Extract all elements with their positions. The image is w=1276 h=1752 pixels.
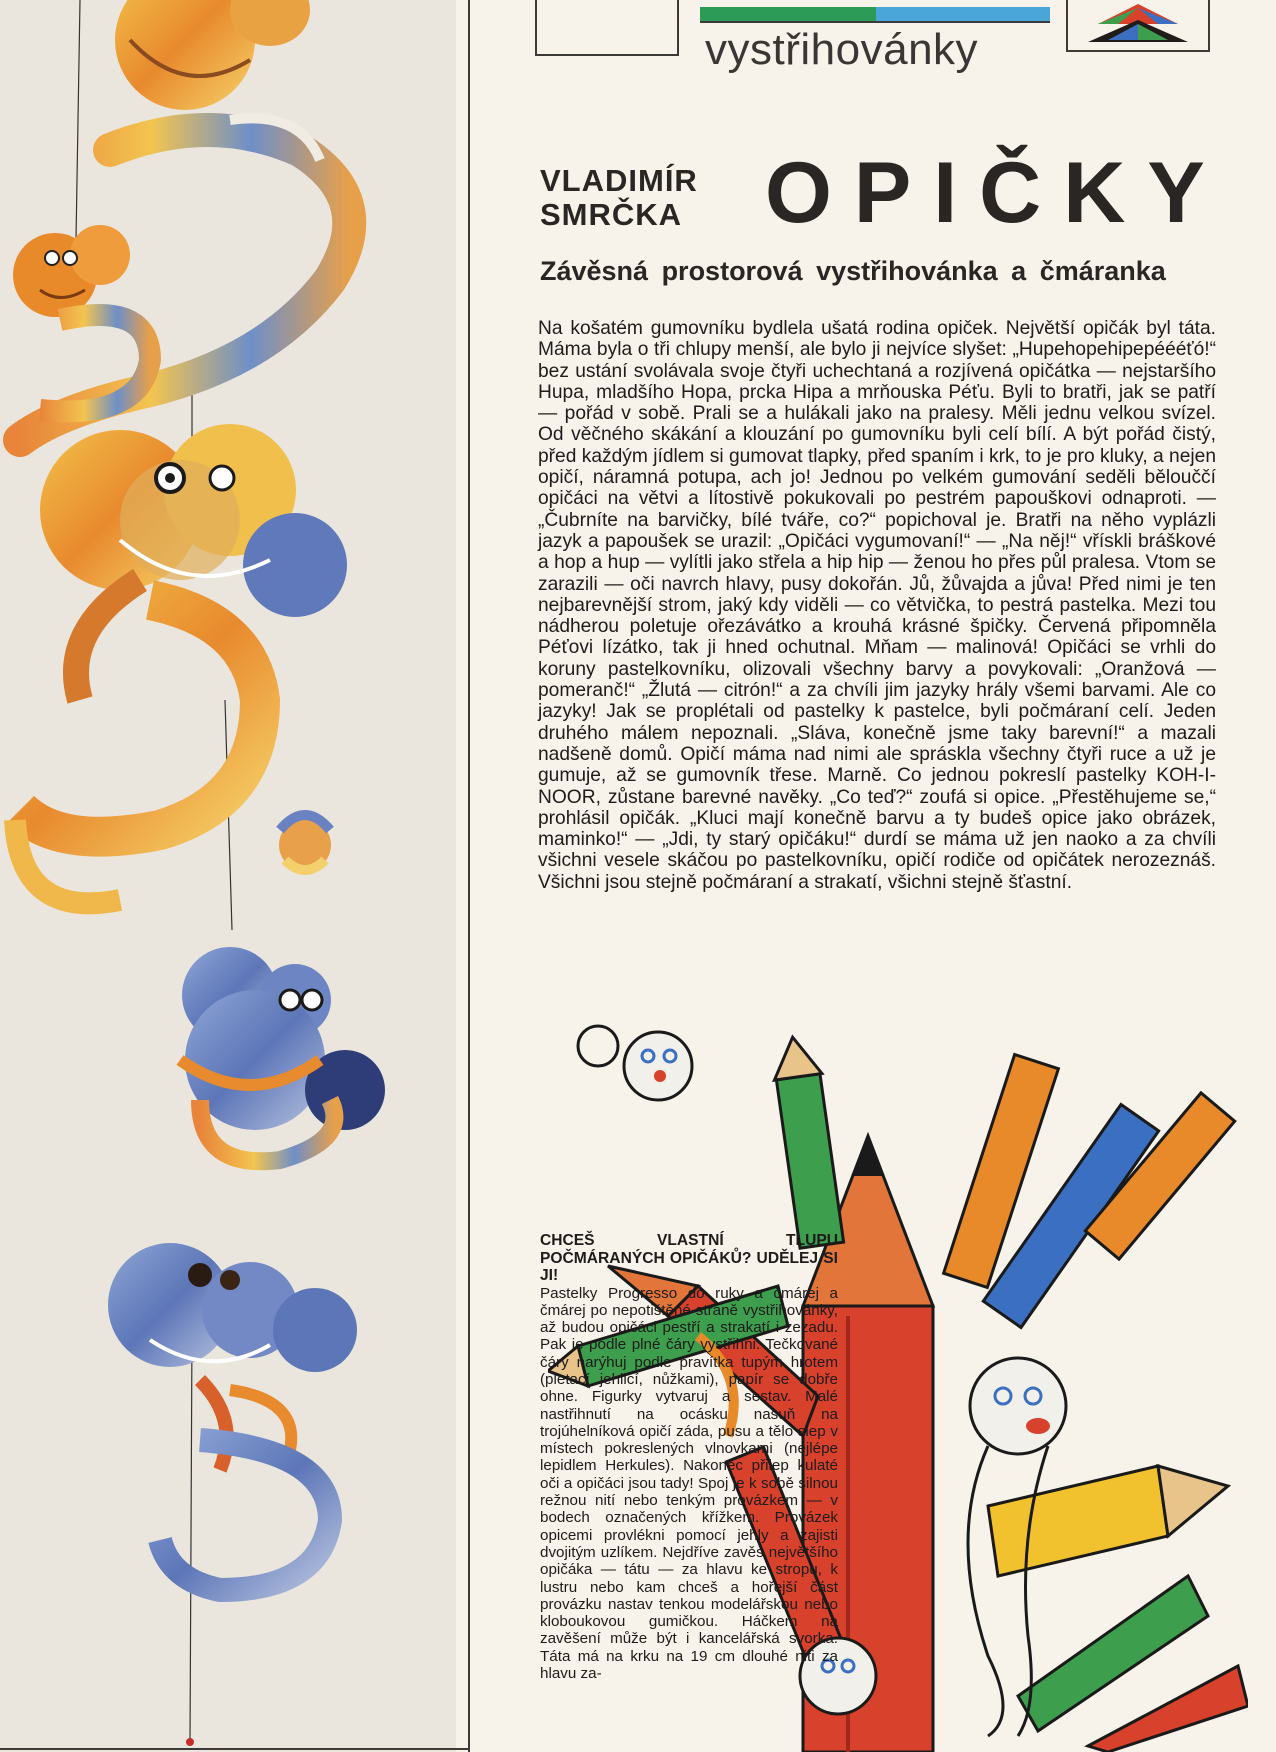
header-box-right: [1066, 0, 1210, 52]
panel-border-bottom: [0, 1748, 470, 1750]
header-box-left: [535, 0, 679, 56]
author-first-name: VLADIMÍR: [540, 163, 698, 198]
instructions-text: Pastelky Progresso do ruky a čmárej a čmárej po nepotištěné straně vystřihovánky, až budou opičáci pestří a strakatí i zezadu. Pak je podle plné čáry vystřihni. Tečkované čáry narýhuj podle pravítka tupým hrotem (pletací jehlicí, nůžkami), papír se dobře ohne. Figurky vytvaruj a sestav. Malé nastřihnutí na ocásku nasuň na trojúhelníková opičí záda, pusu a tělo slep v místech pokreslených vlnovkami (nejlépe lepidlem Herkules). Nakonec přilep kulaté oči a opičáci jsou tady! Spoj je k sobě silnou režnou nití nebo tenkým provázkem — v bodech označených křížkem. Provázek opicemi provlékni pomocí jehly a zajisti dvojitým uzlíkem. Nejdříve zavěs největšího opičáka — tátu — za hlavu ke stropu, k lustru nebo kam chceš a hořejší část provázku nastav tenkou modelářskou nebo kloboukovou gumičkou. Háčkem na zavěšení může být i kancelářská svorka. Táta má na krku na 19 cm dlouhé niti za hlavu za-: [540, 1284, 838, 1683]
panel-border: [468, 0, 470, 1752]
story-text: [538, 318, 1216, 893]
author-name: [540, 164, 698, 232]
instructions-box: [540, 1232, 838, 1682]
story-paragraph: Na košatém gumovníku bydlela ušatá rodina opiček. Největší opičák byl táta. Máma byla o tři chlupy menší, ale bylo ji nejvíce slyšet: „Hupehopehipepéééťó!“ bez ustání svolávala svoje čtyři uchechtaná a rozjívená opičátka — nejstaršího Hupa, mladšího Hopa, prcka Hipa a mrňouska Péťu. Byli to bratři, jak se patří — pořád v sobě. Prali se a hulákali jako na pralesy. Měli jednu velkou svízel. Od věčného skákání a klouzání po gumovníku byli celí bílí. A být pořád čistý, před každým jídlem si gumovat tlapky, před spaním i krk, to je pro kluky, a nejen opičí, náramná potupa, ach jo! Jednou po velkém gumování seděli bělouččí opičáci na větvi a lítostivě pokukovali po pestrém papouškovi odnaproti. — „Čubrníte na barvičky, bílé tváře, co?“ popichoval je. Bratři na něho vyplázli jazyk a papoušek se urazil: „Opičáci vygumovaní!“ — „Na něj!“ vřískli bráškové a hop a hup — vylítli jako střela a hip hip — ženou ho přes půl pralesa. Vtom se zarazili — oči navrch hlavy, pusy dokořán. Jů, žůvajda a jůva! Před nimi je ten nejbarevnější strom, jaký kdy viděli — co větvička, to pestrá pastelka. Mezi tou nádherou poletuje ořezávátko a krouhá krásné špičky. Červená připomněla Péťovi lízátko, tak ji hned ochutnal. Mňam — malinová! Opičáci se vrhli do koruny pastelkovníku, olizovali všechny barvy a povykovali: „Oranžová — pomeranč!“ „Žlutá — citrón!“ a za chvíli jim jazyky hrály všemi barvami. Ale co jazyky! Jak se proplétali od pastelky k pastelce, byli počmáraní celí. Jeden druhého málem nepoznali. „Sláva, konečně jsme taky barevní!“ a mazali nadšeně domů. Opičí máma nad nimi ale spráskla všechny čtyři ruce a už je gumuje, až se gumovník třese. Marně. Co jednou pokreslí pastelky KOH-I-NOOR, zůstane barevné navěky. „Co teď?“ zoufá si opice. „Přestěhujeme se,“ prohlásil opičák. „Kluci mají konečně barvu a ty budeš opice jako obrázek, maminko!“ — „Jdi, ty starý opičáku!“ durdí se máma už jen naoko a za chvíli všichni vesele skáčou po pastelkovníku, opičí rodiče od opičátek nerozeznáš. Všichni jsou stejně počmáraní a strakatí, všichni stejně šťastní.: [538, 318, 1216, 893]
instructions-title: CHCEŠ VLASTNÍ TLUPU POČMÁRANÝCH OPIČÁKŮ? UDĚLEJ SI JI!: [540, 1232, 838, 1284]
section-label: vystřihovánky: [705, 25, 979, 74]
author-last-name: SMRČKA: [540, 197, 683, 232]
tree-icon: [1078, 0, 1198, 44]
header-blue-bar: [876, 7, 1050, 21]
page-title: OPIČKY: [765, 145, 1227, 241]
header-green-bar: [700, 7, 876, 21]
page-subtitle: Závěsná prostorová vystřihovánka a čmáranka: [540, 256, 1166, 286]
monkey-mobile-photo: [0, 0, 456, 1752]
paper-monkey-mobile-icon: [0, 0, 456, 1752]
header-rule: [700, 21, 1050, 23]
